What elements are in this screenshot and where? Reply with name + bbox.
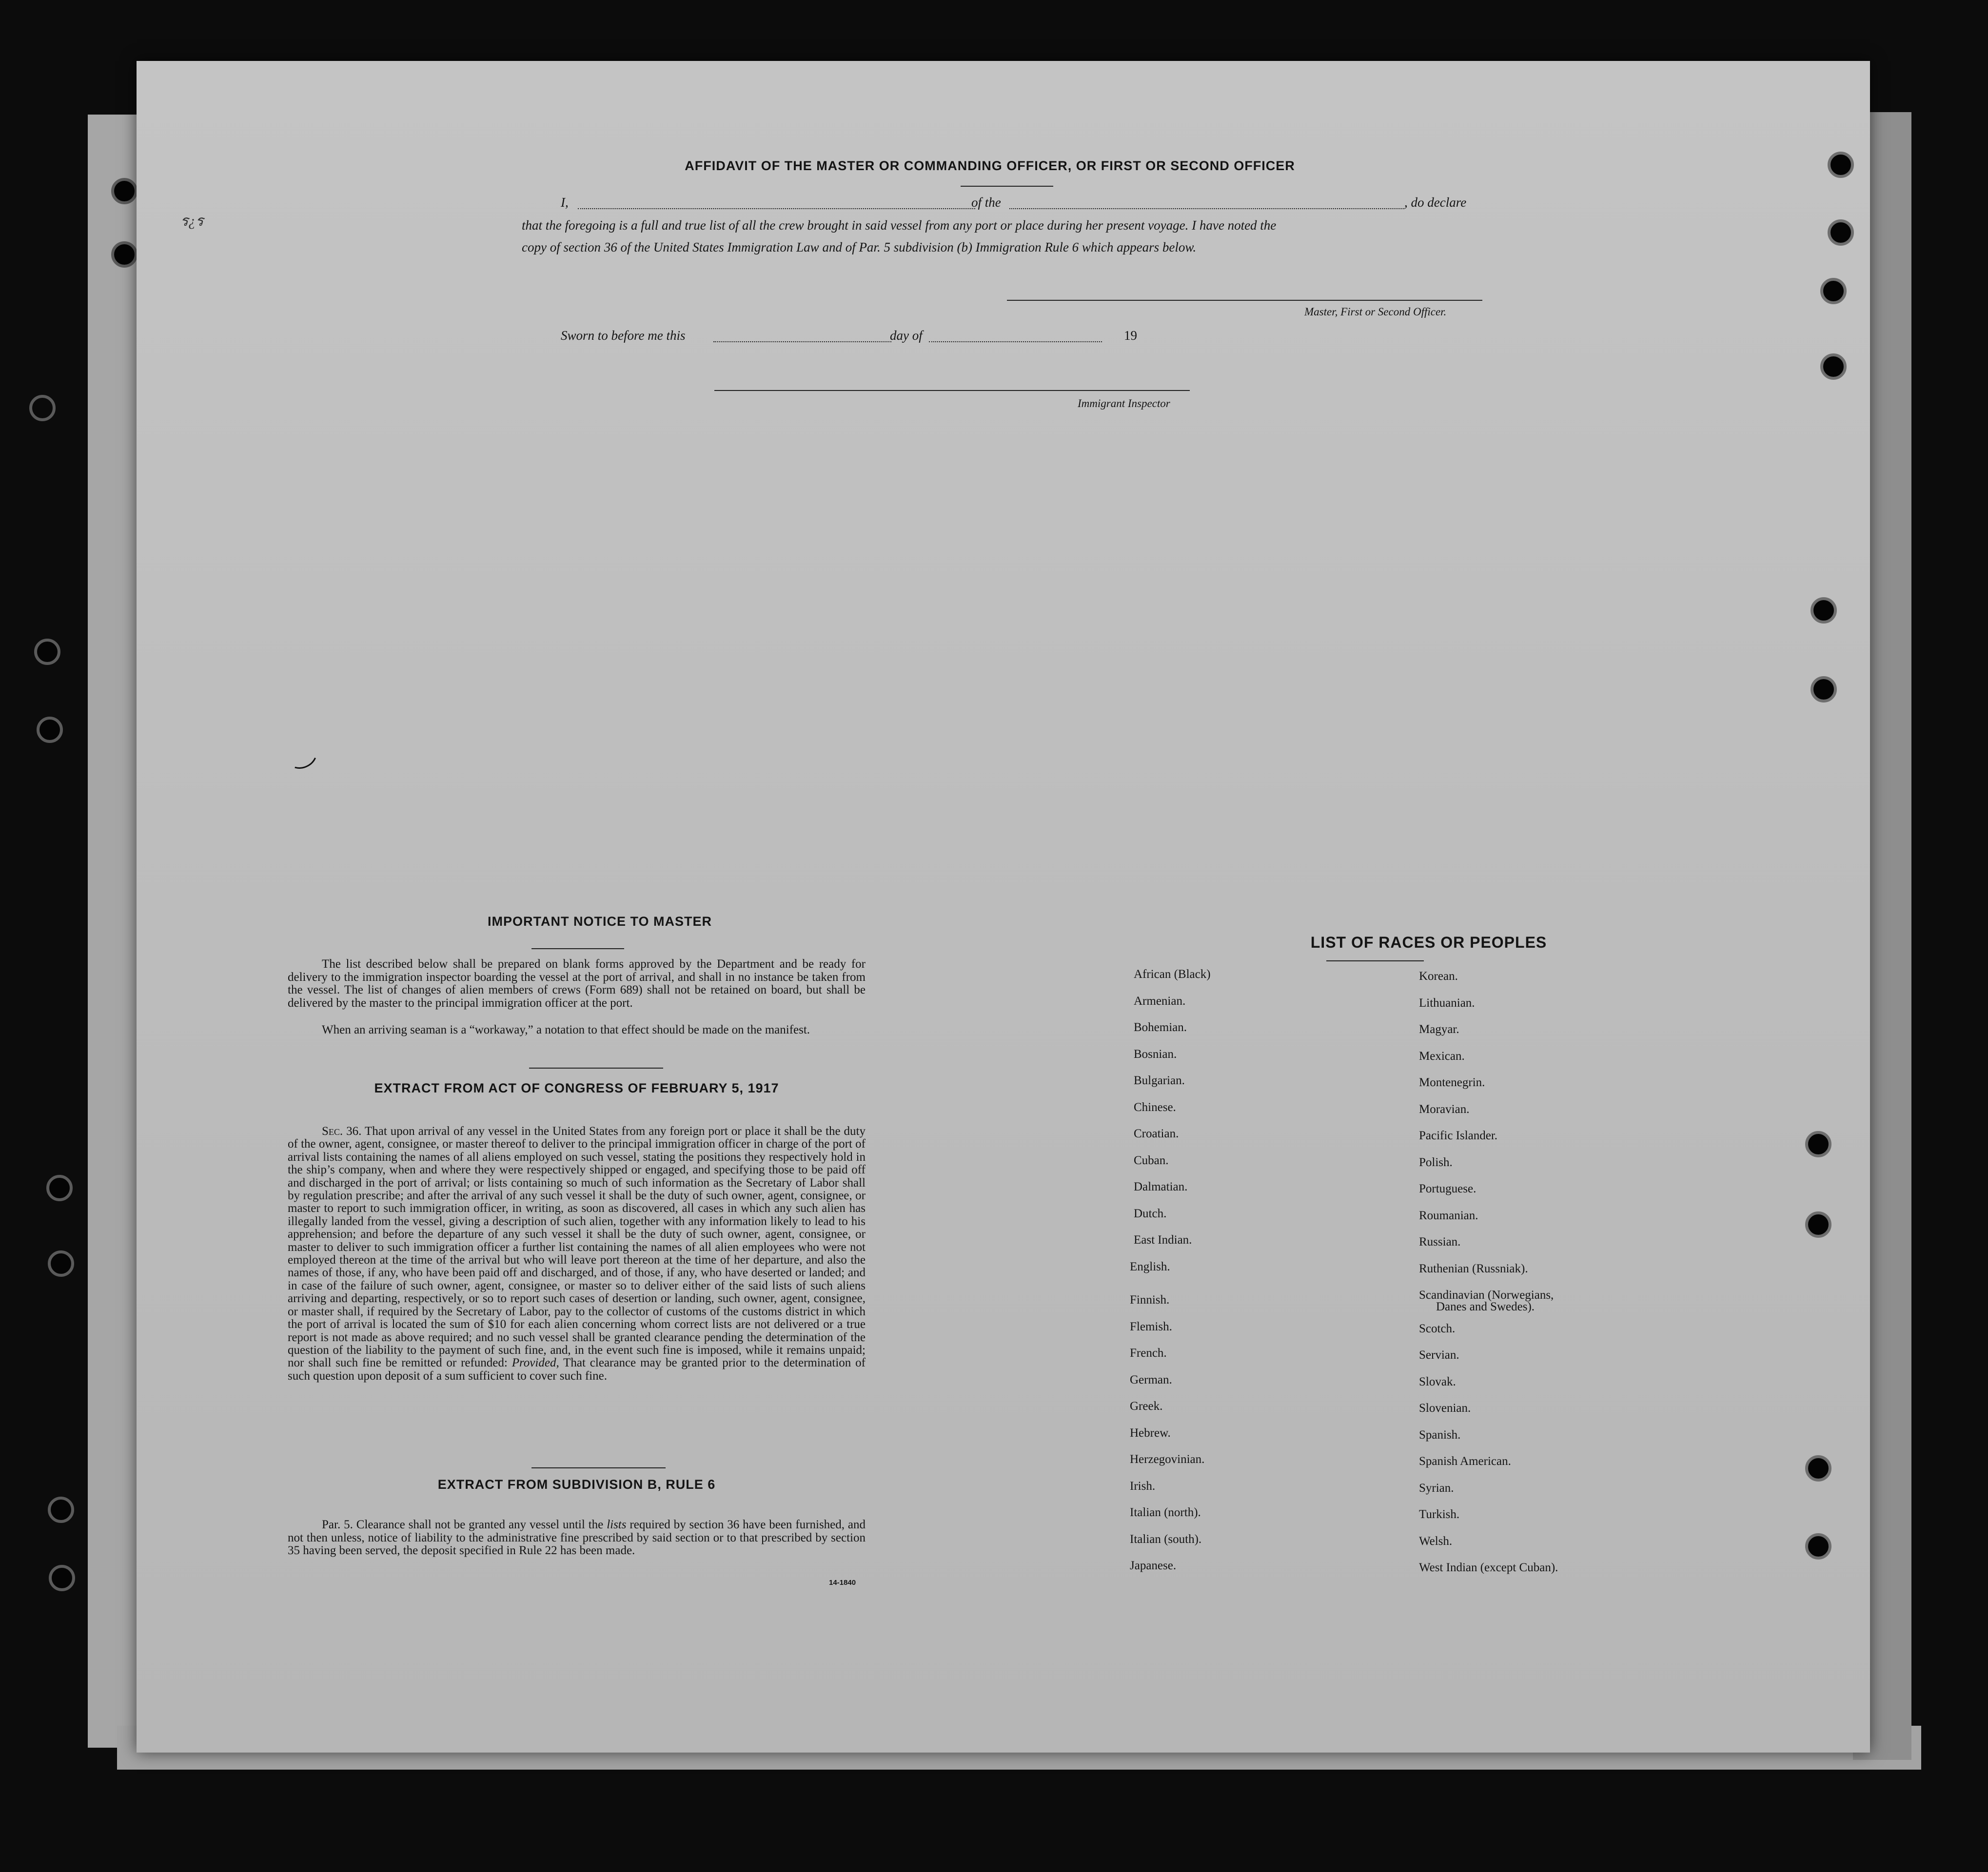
- race-item: Syrian.: [1419, 1481, 1454, 1495]
- race-item: Dalmatian.: [1134, 1180, 1188, 1193]
- binding-hole-icon: [111, 178, 138, 204]
- race-item: German.: [1130, 1373, 1172, 1386]
- races-title: LIST OF RACES OR PEOPLES: [1310, 934, 1547, 951]
- name-field[interactable]: [578, 208, 975, 209]
- affidavit-title: AFFIDAVIT OF THE MASTER OR COMMANDING OFFICER, OR FIRST OR SECOND OFFICER: [685, 158, 1295, 173]
- race-item: Portuguese.: [1419, 1182, 1476, 1195]
- race-item: Welsh.: [1419, 1534, 1453, 1548]
- affidavit-i-label: I,: [561, 195, 569, 210]
- vessel-field[interactable]: [1009, 208, 1404, 209]
- year-label: 19: [1124, 328, 1137, 343]
- notice-title: IMPORTANT NOTICE TO MASTER: [488, 914, 712, 929]
- binding-hole-icon: [46, 1175, 73, 1201]
- race-item: Dutch.: [1134, 1207, 1167, 1220]
- day-of-label: day of: [890, 328, 923, 343]
- binding-hole-icon: [1805, 1131, 1831, 1157]
- notice-paragraph2-text: When an arriving seaman is a “workaway,” a notation to that effect should be made on the manifest.: [322, 1023, 810, 1036]
- lists-word: lists: [607, 1518, 627, 1531]
- sworn-label: Sworn to before me this: [561, 328, 686, 343]
- race-item: Armenian.: [1134, 994, 1186, 1008]
- master-signature-line[interactable]: [1007, 300, 1482, 301]
- sworn-month-field[interactable]: [929, 341, 1102, 342]
- race-item: Flemish.: [1130, 1320, 1172, 1333]
- race-item: Cuban.: [1134, 1153, 1169, 1167]
- form-number: 14-1840: [829, 1579, 856, 1587]
- extract-act-title: EXTRACT FROM ACT OF CONGRESS OF FEBRUARY 5, 1917: [374, 1081, 779, 1095]
- binding-hole-icon: [111, 241, 138, 268]
- race-item: Polish.: [1419, 1155, 1453, 1169]
- race-item-continuation: Danes and Swedes).: [1436, 1300, 1535, 1313]
- race-item: Scandinavian (Norwegians,: [1419, 1288, 1554, 1302]
- sworn-day-field[interactable]: [713, 341, 891, 342]
- race-item: Pacific Islander.: [1419, 1129, 1498, 1142]
- binding-hole-icon: [1820, 353, 1847, 380]
- pencil-mark: [281, 736, 321, 774]
- race-item: Bulgarian.: [1134, 1074, 1185, 1087]
- extract-rule-title: EXTRACT FROM SUBDIVISION B, RULE 6: [437, 1477, 716, 1492]
- race-item: Spanish American.: [1419, 1455, 1511, 1468]
- binding-hole-icon: [1805, 1455, 1831, 1482]
- race-item: Turkish.: [1419, 1508, 1460, 1521]
- manifest-page: [137, 61, 1870, 1753]
- binding-hole-icon: [34, 639, 60, 665]
- title-rule: [961, 186, 1053, 187]
- race-item: West Indian (except Cuban).: [1419, 1561, 1558, 1574]
- race-item: Slovenian.: [1419, 1402, 1471, 1415]
- race-item: Bohemian.: [1134, 1021, 1187, 1034]
- race-item: Croatian.: [1134, 1127, 1179, 1140]
- binding-hole-icon: [1811, 597, 1837, 624]
- act-divider: [531, 1467, 666, 1468]
- extract-rule-text-b: required by section 36 have been furnished, and not then unless, notice of liability to the administrative fine prescribed by said section or to that prescribed by section 35 having been served, the deposit specified in Rule 22 has been made.: [288, 1518, 866, 1557]
- race-item: Hebrew.: [1130, 1426, 1171, 1440]
- race-item: Moravian.: [1419, 1102, 1470, 1116]
- race-item: Irish.: [1130, 1479, 1156, 1493]
- notice-paragraph1: [288, 958, 866, 1010]
- race-item: Spanish.: [1419, 1428, 1461, 1442]
- margin-note: ร¿ร: [180, 213, 204, 229]
- extract-rule-paragraph: [288, 1519, 866, 1558]
- binding-hole-icon: [48, 1497, 74, 1523]
- binding-hole-icon: [1811, 676, 1837, 702]
- race-item: Italian (south).: [1130, 1532, 1202, 1546]
- extract-rule-text-a: Par. 5. Clearance shall not be granted any vessel until the: [322, 1518, 604, 1531]
- master-signature-label: Master, First or Second Officer.: [1304, 306, 1447, 318]
- affidavit-statement-line1: that the foregoing is a full and true list of all the crew brought in said vessel from any port or place during her present voyage. I have noted the: [522, 218, 1277, 233]
- notice-rule: [531, 948, 624, 949]
- extract-act-text: That upon arrival of any vessel in the United States from any foreign port or place it shall be the duty of the owner, agent, consignee, or master thereof to deliver to the principal immigration officer in charge of the port of arrival lists containing the names of all aliens employed on such vessel, stating the positions they respectively hold in the ship’s company, when and where they were respectively shipped or engaged, and specifying those to be paid off and discharged in the port of arrival; or lists containing so much of such information as the Secretary of Labor shall by regulation prescribe; and after the arrival of any such vessel it shall be the duty of such owner, agent, consignee, or master to report to such immigration officer, in writing, as soon as discovered, all cases in which any such alien has illegally landed from the vessel, giving a description of such alien, together with any information likely to lead to his apprehension; and before the departure of any such vessel it shall be the duty of such owner, agent, consignee, or master to deliver to such immigration officer a further list containing the names of all alien employees who were not employed thereon at the time of the arrival but who will leave port thereon at the time of her departure, and also the names of those, if any, who have been paid off and discharged, and of those, if any, who have deserted or landed; and in case of the failure of such owner, agent, consignee, or master so to deliver either of the said lists of such aliens arriving and departing, respectively, or so to report such cases of desertion or landing, such owner, agent, consignee, or master shall, if required by the Secretary of Labor, pay to the collector of customs of the customs district in which the port of arrival is located the sum of $10 for each alien concerning whom correct lists are not delivered or a true report is not made as above required; and no such vessel shall be granted clearance pending the determination of the question of the liability to the payment of such fine, and, in the event such fine is imposed, while it remains unpaid; nor shall such fine be remitted or refunded:: [288, 1125, 866, 1370]
- race-item: Bosnian.: [1134, 1047, 1177, 1061]
- notice-paragraph1-text: The list described below shall be prepared on blank forms approved by the Department and be ready for delivery to the immigration inspector boarding the vessel at the port of arrival, and shall in no instance be taken from the vessel. The list of changes of alien members of crews (Form 689) shall not be retained on board, but shall be delivered by the master to the principal immigration officer at the port.: [288, 957, 866, 1010]
- affidavit-of-the-label: of the: [971, 195, 1001, 210]
- race-item: Herzegovinian.: [1130, 1453, 1205, 1466]
- race-item: Slovak.: [1419, 1375, 1456, 1388]
- race-item: Mexican.: [1419, 1049, 1465, 1063]
- race-item: English.: [1130, 1260, 1170, 1273]
- notice-divider: [529, 1068, 663, 1069]
- binding-hole-icon: [29, 395, 56, 421]
- binding-hole-icon: [1805, 1533, 1831, 1560]
- race-item: East Indian.: [1134, 1233, 1192, 1247]
- race-item: Scotch.: [1419, 1322, 1456, 1335]
- race-item: Servian.: [1419, 1348, 1459, 1362]
- affidavit-declare-label: , do declare: [1404, 195, 1467, 210]
- binding-hole-icon: [1820, 278, 1847, 304]
- race-item: Korean.: [1419, 970, 1458, 983]
- affidavit-statement-line2: copy of section 36 of the United States Immigration Law and of Par. 5 subdivision (b) Immigration Rule 6 which appears below.: [522, 240, 1197, 254]
- race-item: Finnish.: [1130, 1293, 1170, 1306]
- race-item: Roumanian.: [1419, 1209, 1478, 1222]
- race-item: Russian.: [1419, 1235, 1461, 1248]
- race-item: Ruthenian (Russniak).: [1419, 1262, 1528, 1275]
- notice-paragraph2: [288, 1024, 866, 1037]
- inspector-label: Immigrant Inspector: [1078, 397, 1170, 410]
- race-item: Lithuanian.: [1419, 996, 1475, 1010]
- binding-hole-icon: [1828, 219, 1854, 246]
- extract-act-text-end: That clearance may be granted prior to the determination of such question upon deposit of a sum sufficient to cover such fine.: [288, 1356, 866, 1383]
- race-item: African (Black): [1134, 968, 1211, 981]
- race-item: French.: [1130, 1346, 1167, 1360]
- binding-hole-icon: [37, 717, 63, 743]
- provided-label: Provided,: [512, 1356, 559, 1370]
- races-rule: [1326, 960, 1424, 961]
- extract-act-paragraph: [288, 1125, 866, 1383]
- sec-label: Sec. 36.: [322, 1125, 362, 1138]
- binding-hole-icon: [1828, 152, 1854, 178]
- race-item: Japanese.: [1130, 1559, 1177, 1572]
- race-item: Magyar.: [1419, 1023, 1459, 1036]
- binding-hole-icon: [49, 1565, 75, 1591]
- race-item: Greek.: [1130, 1400, 1163, 1413]
- binding-hole-icon: [48, 1250, 74, 1277]
- race-item: Chinese.: [1134, 1100, 1176, 1114]
- inspector-signature-line[interactable]: [714, 390, 1190, 391]
- race-item: Montenegrin.: [1419, 1076, 1485, 1089]
- race-item: Italian (north).: [1130, 1506, 1201, 1519]
- binding-hole-icon: [1805, 1211, 1831, 1238]
